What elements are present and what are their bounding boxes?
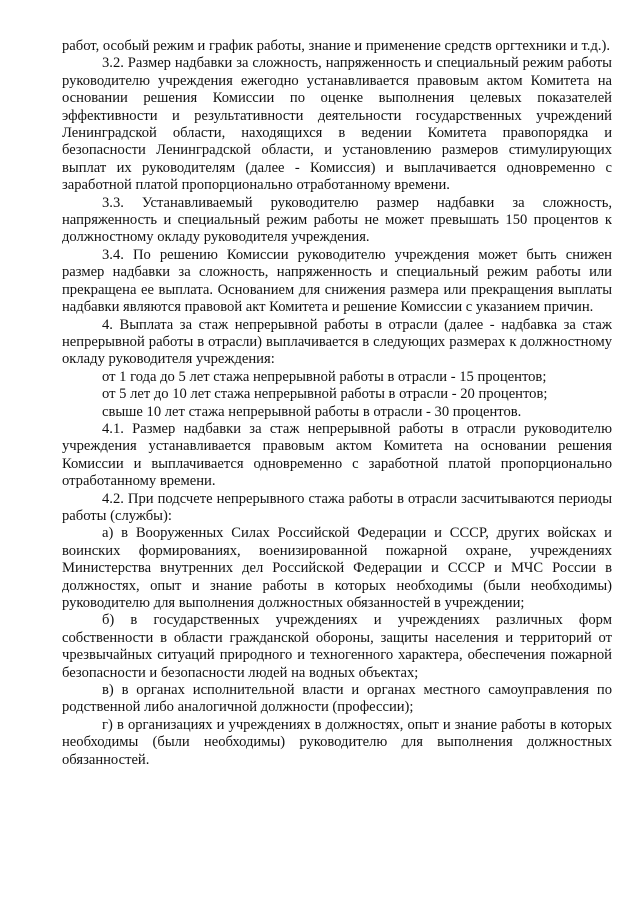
paragraph-3-2: 3.2. Размер надбавки за сложность, напряженность и специальный режим работы руководителю учреждения ежегодно устанавливается правовым актом Комитета на основании решения Комиссии по оценке выполнения целевых показателей эффективности и результативности деятельности государственных учреждений Ленинградской области, находящихся в ведении Комитета правопорядка и безопасности Ленинградской области, и установлению размеров стимулирующих выплат их руководителям (далее - Комиссия) и выплачивается одновременно с заработной платой пропорционально отработанному времени. — [62, 55, 612, 194]
paragraph-4-1: 4.1. Размер надбавки за стаж непрерывной работы в отрасли руководителю учреждения устанавливается правовым актом Комитета на основании решения Комиссии и выплачивается одновременно с заработной платой пропорционально отработанному времени. — [62, 420, 612, 490]
subitem-a: а) в Вооруженных Силах Российской Федерации и СССР, других войсках и воинских формированиях, военизированной пожарной охране, учреждениях Министерства внутренних дел Российской Федерации и СССР и МЧС России в должностях, опыт и знание работы в которых необходимы (были необходимы) руководителю для выполнения должностных обязанностей в учреждении; — [62, 525, 612, 611]
subitem-b: б) в государственных учреждениях и учреждениях различных форм собственности в области гражданской обороны, защиты населения и территорий от чрезвычайных ситуаций природного и техногенного характера, обеспечения пожарной безопасности и безопасности людей на водных объектах; — [62, 612, 612, 681]
list-item-tenure-5-10: от 5 лет до 10 лет стажа непрерывной работы в отрасли - 20 процентов; — [102, 386, 548, 403]
subitem-g: г) в организациях и учреждениях в должностях, опыт и знание работы в которых необходимы (были необходимы) руководителю для выполнения должностных обязанностей. — [62, 716, 612, 768]
subitem-v: в) в органах исполнительной власти и органах местного самоуправления по родственной либо аналогичной должности (профессии); — [62, 682, 612, 716]
paragraph-4-2: 4.2. При подсчете непрерывного стажа работы в отрасли засчитываются периоды работы (службы): — [62, 490, 612, 524]
paragraph-continuation: работ, особый режим и график работы, знание и применение средств оргтехники и т.д.). — [62, 38, 611, 54]
paragraph-4: 4. Выплата за стаж непрерывной работы в отрасли (далее - надбавка за стаж непрерывной работы в отрасли) выплачивается в следующих размерах к должностному окладу руководителя учреждения: — [62, 316, 612, 368]
document-page — [62, 38, 612, 769]
list-item-tenure-1-5: от 1 года до 5 лет стажа непрерывной работы в отрасли - 15 процентов; — [102, 368, 547, 385]
paragraph-3-4: 3.4. По решению Комиссии руководителю учреждения может быть снижен размер надбавки за сложность, напряженность и специальный режим работы или прекращена ее выплата. Основанием для снижения размера или прекращения выплаты надбавки являются правовой акт Комитета и решение Комиссии с указанием причин. — [62, 246, 612, 316]
list-item-tenure-over-10: свыше 10 лет стажа непрерывной работы в отрасли - 30 процентов. — [102, 403, 522, 420]
paragraph-3-3: 3.3. Устанавливаемый руководителю размер надбавки за сложность, напряженность и специальный режим работы не может превышать 150 процентов к должностному окладу руководителя учреждения. — [62, 194, 612, 246]
